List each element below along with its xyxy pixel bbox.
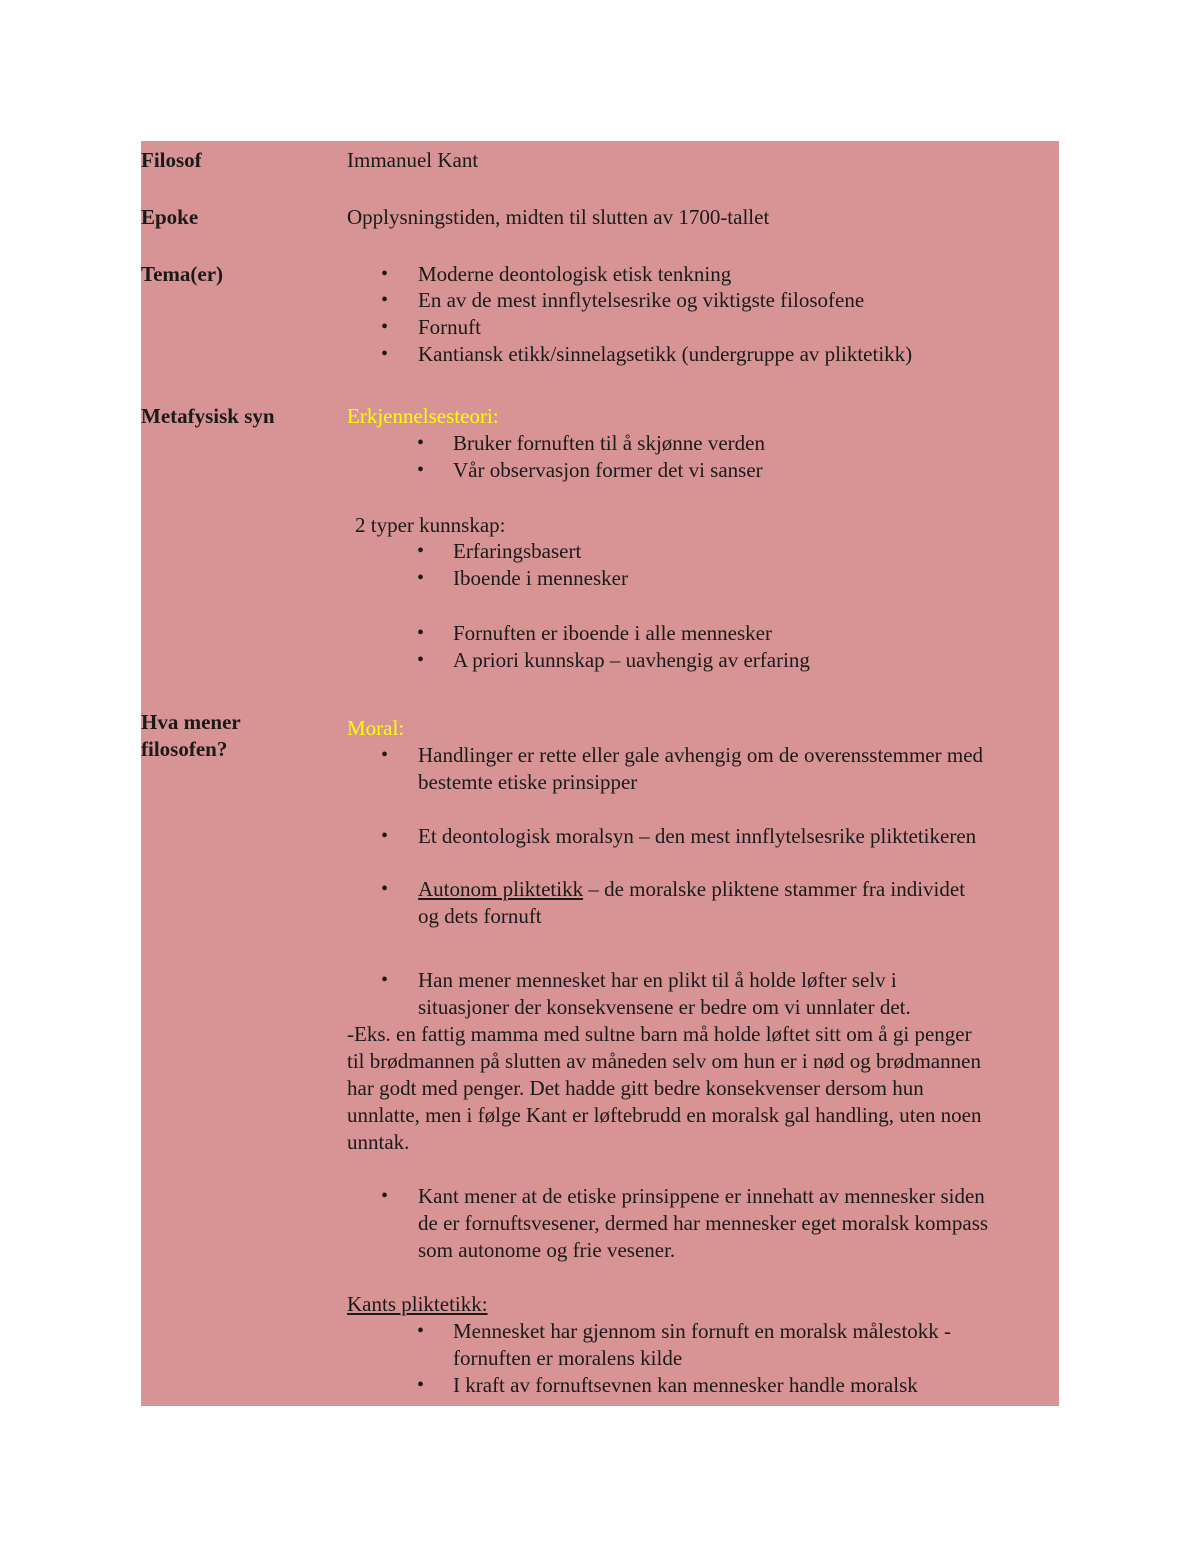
pliktetikk-item-1-line2: fornuften er moralens kilde bbox=[453, 1346, 683, 1370]
bullet-icon: • bbox=[417, 1320, 425, 1342]
label-filosof: Filosof bbox=[141, 148, 202, 172]
bullet-icon: • bbox=[381, 316, 389, 338]
moral-item-5-line2: de er fornuftsvesener, dermed har mennesker eget moralsk kompass bbox=[418, 1211, 989, 1235]
moral-item-3-line2: og dets fornuft bbox=[418, 904, 542, 928]
example-line5: unntak. bbox=[347, 1130, 410, 1154]
moral-item-3-line1 bbox=[418, 876, 965, 903]
example-line3: har godt med penger. Det hadde gitt bedre konsekvenser dersom hun bbox=[347, 1076, 924, 1100]
moral-item-4-line2: situasjoner der konsekvensene er bedre om vi unnlater det. bbox=[418, 995, 911, 1019]
bullet-icon: • bbox=[417, 622, 425, 644]
moral-item-3-rest: – de moralske pliktene stammer fra individet bbox=[583, 877, 966, 901]
moral-item-4-line1: Han mener mennesket har en plikt til å holde løfter selv i bbox=[418, 968, 897, 992]
fornuft-item: A priori kunnskap – uavhengig av erfaring bbox=[453, 648, 810, 672]
subheading-kunnskap: 2 typer kunnskap: bbox=[355, 513, 506, 537]
value-filosof: Immanuel Kant bbox=[347, 148, 479, 172]
metafysisk-item: Vår observasjon former det vi sanser bbox=[453, 458, 763, 482]
bullet-icon: • bbox=[417, 649, 425, 671]
value-epoke: Opplysningstiden, midten til slutten av 1700-tallet bbox=[347, 205, 770, 229]
label-hva-mener-line1: Hva mener bbox=[141, 710, 241, 734]
heading-moral: Moral: bbox=[347, 716, 405, 740]
heading-erkjennelsesteori: Erkjennelsesteori: bbox=[347, 404, 499, 428]
bullet-icon: • bbox=[381, 825, 389, 847]
moral-item-5-line3: som autonome og frie vesener. bbox=[418, 1238, 676, 1262]
example-line1: -Eks. en fattig mamma med sultne barn må holde løftet sitt om å gi penger bbox=[347, 1022, 972, 1046]
bullet-icon: • bbox=[417, 432, 425, 454]
moral-item-1-line1: Handlinger er rette eller gale avhengig om de overensstemmer med bbox=[418, 743, 984, 767]
moral-item-5-line1: Kant mener at de etiske prinsippene er innehatt av mennesker siden bbox=[418, 1184, 985, 1208]
kunnskap-item: Iboende i mennesker bbox=[453, 566, 628, 590]
label-epoke: Epoke bbox=[141, 205, 199, 229]
bullet-icon: • bbox=[381, 343, 389, 365]
bullet-icon: • bbox=[417, 459, 425, 481]
bullet-icon: • bbox=[381, 289, 389, 311]
example-line4: unnlatte, men i følge Kant er løftebrudd en moralsk gal handling, uten noen bbox=[347, 1103, 982, 1127]
bullet-icon: • bbox=[381, 969, 389, 991]
pliktetikk-item-1-line1: Mennesket har gjennom sin fornuft en moralsk målestokk - bbox=[453, 1319, 952, 1343]
bullet-icon: • bbox=[381, 263, 389, 285]
label-metafysisk: Metafysisk syn bbox=[141, 404, 275, 428]
bullet-icon: • bbox=[417, 1374, 425, 1396]
bullet-icon: • bbox=[381, 744, 389, 766]
heading-kants-pliktetikk: Kants pliktetikk: bbox=[347, 1292, 488, 1316]
bullet-icon: • bbox=[381, 878, 389, 900]
metafysisk-item: Bruker fornuften til å skjønne verden bbox=[453, 431, 765, 455]
label-hva-mener-line2: filosofen? bbox=[141, 737, 228, 761]
autonom-pliktetikk-term: Autonom pliktetikk bbox=[418, 877, 584, 901]
bullet-icon: • bbox=[381, 1185, 389, 1207]
bullet-icon: • bbox=[417, 540, 425, 562]
tema-item: Fornuft bbox=[418, 315, 481, 339]
bullet-icon: • bbox=[417, 567, 425, 589]
tema-item: En av de mest innflytelsesrike og viktigste filosofene bbox=[418, 288, 865, 312]
fornuft-item: Fornuften er iboende i alle mennesker bbox=[453, 621, 772, 645]
moral-item-1-line2: bestemte etiske prinsipper bbox=[418, 770, 638, 794]
label-tema: Tema(er) bbox=[141, 262, 224, 286]
example-line2: til brødmannen på slutten av måneden selv om hun er i nød og brødmannen bbox=[347, 1049, 981, 1073]
kunnskap-item: Erfaringsbasert bbox=[453, 539, 582, 563]
tema-item: Kantiansk etikk/sinnelagsetikk (undergruppe av pliktetikk) bbox=[418, 342, 913, 366]
pliktetikk-item-2: I kraft av fornuftsevnen kan mennesker handle moralsk bbox=[453, 1373, 918, 1397]
moral-item-2: Et deontologisk moralsyn – den mest innflytelsesrike pliktetikeren bbox=[418, 824, 977, 848]
tema-item: Moderne deontologisk etisk tenkning bbox=[418, 262, 732, 286]
